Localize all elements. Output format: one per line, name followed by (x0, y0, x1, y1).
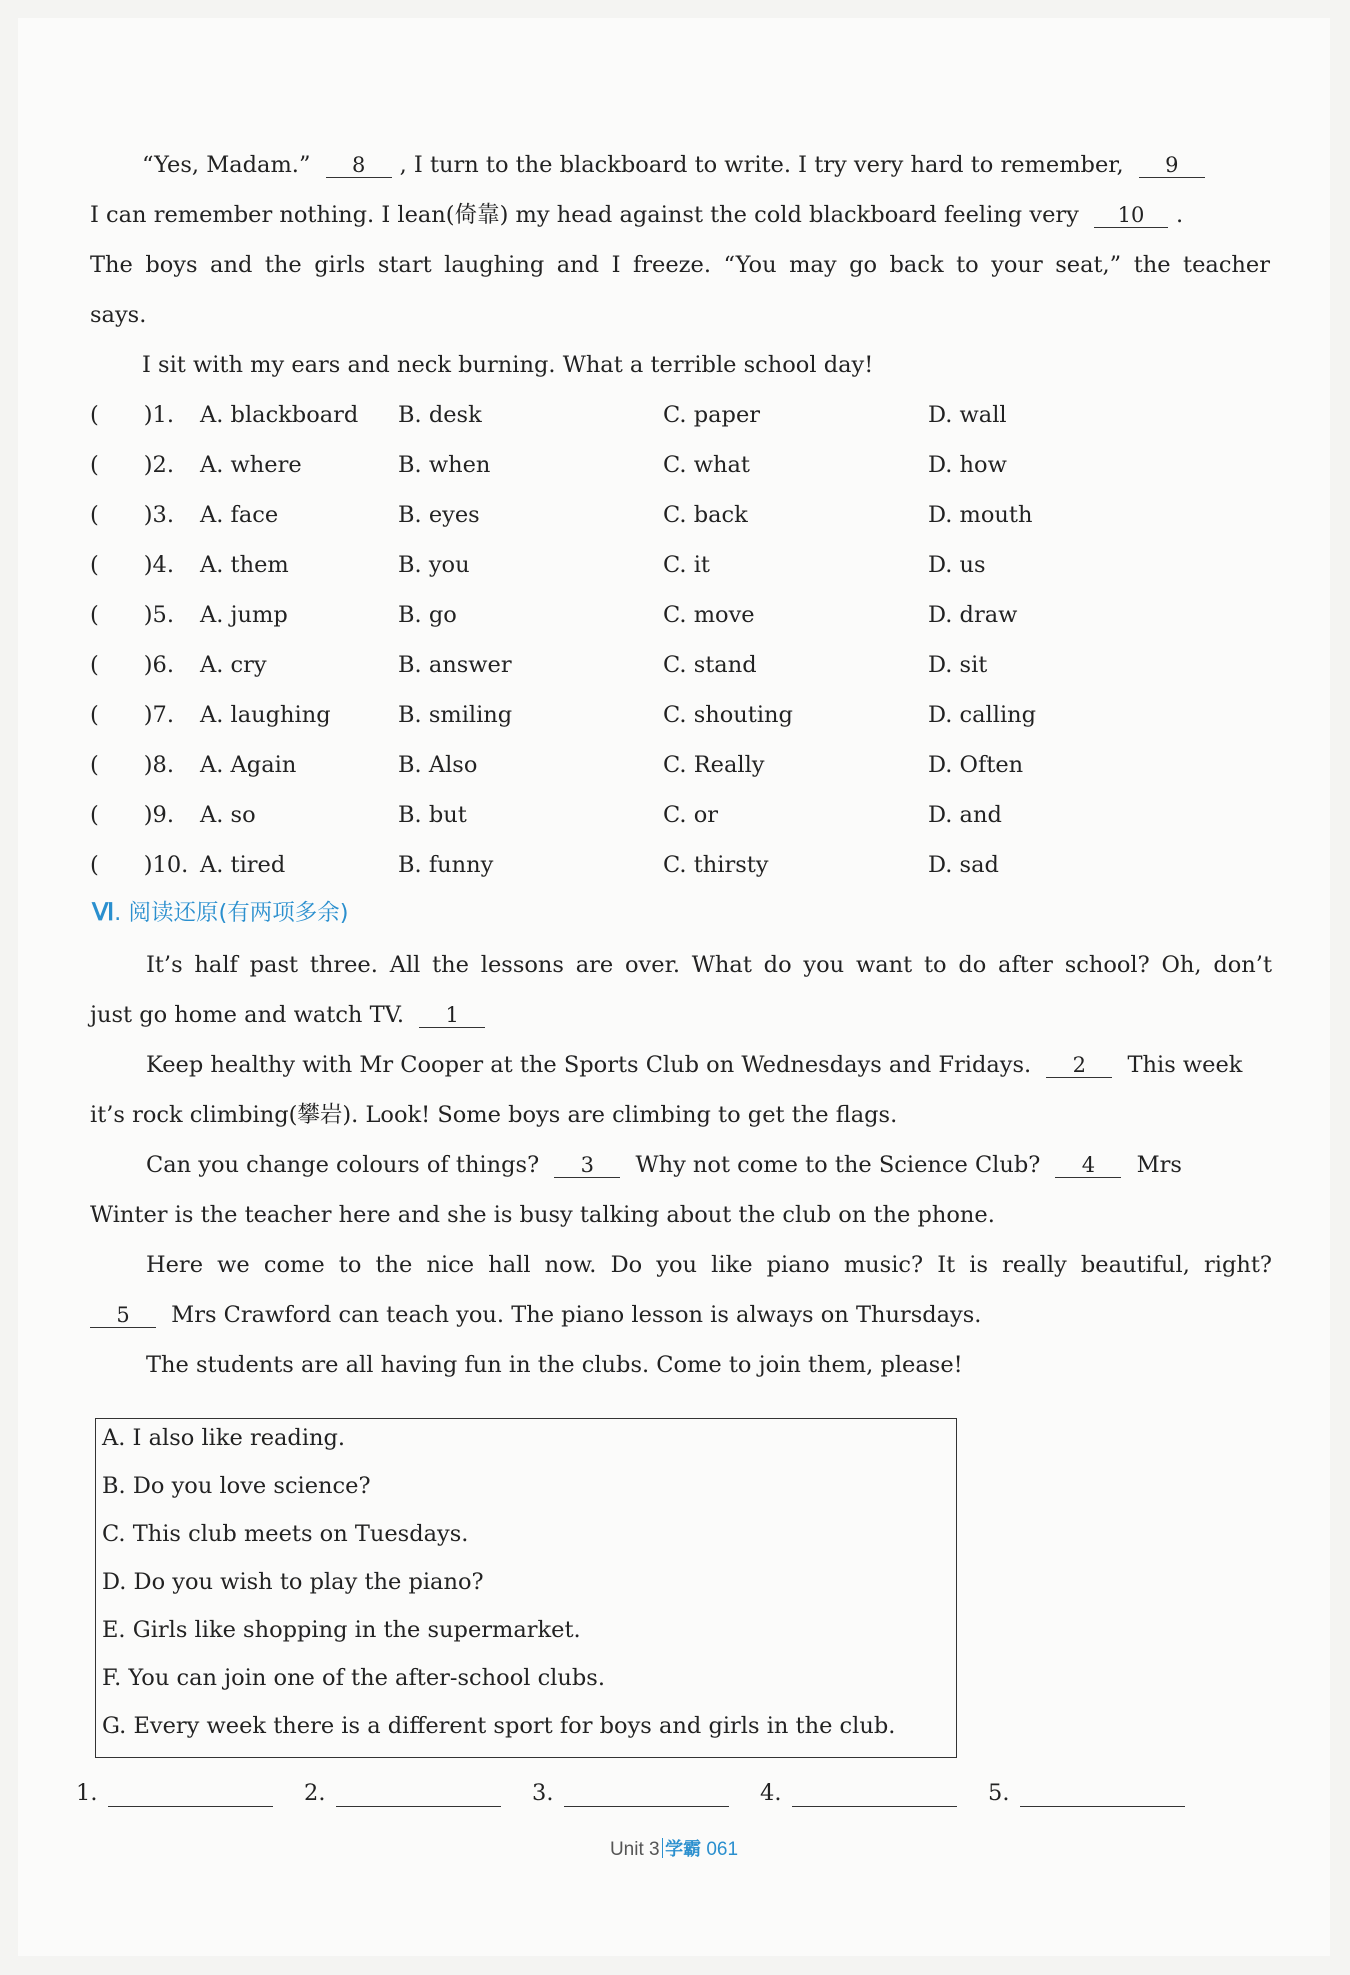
question-row (90, 500, 1190, 530)
passage-text: Mrs Crawford can teach you. The piano lesson is always on Thursdays. (171, 1302, 982, 1328)
question-number[interactable]: ( )6. (90, 652, 175, 678)
choice-b[interactable]: B. answer (398, 652, 512, 678)
option-item: E. Girls like shopping in the supermarket. (102, 1617, 581, 1643)
choice-c[interactable]: C. or (663, 802, 719, 828)
blank-3[interactable]: 3 (554, 1153, 620, 1178)
choice-c[interactable]: C. it (663, 552, 710, 578)
blank-2[interactable]: 2 (1046, 1053, 1112, 1078)
passage-text: Why not come to the Science Club? (635, 1152, 1041, 1178)
brand-label: 学霸 (665, 1839, 702, 1860)
question-number[interactable]: ( )5. (90, 602, 175, 628)
passage-text: I sit with my ears and neck burning. What a terrible school day! (142, 352, 874, 378)
choice-a[interactable]: A. where (200, 452, 302, 478)
answer-number: 2. (304, 1780, 326, 1806)
answer-slot-5[interactable] (988, 1778, 1009, 1808)
page-number: 061 (706, 1839, 739, 1860)
passage2-line-7 (146, 1250, 1272, 1280)
passage-text: This week (1127, 1052, 1243, 1078)
question-row (90, 450, 1190, 480)
question-row (90, 600, 1190, 630)
option-item: D. Do you wish to play the piano? (102, 1569, 484, 1595)
question-number[interactable]: ( )9. (90, 802, 175, 828)
blank-8[interactable]: 8 (326, 153, 392, 178)
question-row (90, 550, 1190, 580)
passage2-line-3 (146, 1050, 1272, 1080)
unit-label: Unit 3 (609, 1839, 660, 1860)
question-number[interactable]: ( )4. (90, 552, 175, 578)
question-row (90, 650, 1190, 680)
passage-line-1 (142, 150, 1213, 180)
choice-d[interactable]: D. Often (928, 752, 1024, 778)
choice-c[interactable]: C. shouting (663, 702, 793, 728)
answer-slot-2[interactable] (304, 1778, 325, 1808)
passage-text: The students are all having fun in the clubs. Come to join them, please! (146, 1352, 963, 1378)
choice-b[interactable]: B. go (398, 602, 457, 628)
choice-a[interactable]: A. face (200, 502, 279, 528)
choice-d[interactable]: D. mouth (928, 502, 1033, 528)
choice-b[interactable]: B. smiling (398, 702, 513, 728)
passage-line-4 (90, 300, 146, 330)
blank-4[interactable]: 4 (1055, 1153, 1121, 1178)
choice-b[interactable]: B. eyes (398, 502, 480, 528)
choice-a[interactable]: A. jump (200, 602, 288, 628)
passage-line-5 (142, 350, 873, 380)
passage2-line-9 (146, 1350, 963, 1380)
choice-c[interactable]: C. back (663, 502, 748, 528)
answer-number: 3. (532, 1780, 554, 1806)
passage-text: Mrs (1136, 1152, 1182, 1178)
choice-d[interactable]: D. and (928, 802, 1002, 828)
choice-b[interactable]: B. Also (398, 752, 478, 778)
answer-line[interactable] (564, 1806, 729, 1807)
question-number[interactable]: ( )8. (90, 752, 175, 778)
passage-text: The boys and the girls start laughing and I freeze. “You may go back to your seat,” the teacher (90, 252, 1270, 278)
blank-1[interactable]: 1 (419, 1003, 485, 1028)
choice-b[interactable]: B. funny (398, 852, 494, 878)
question-number[interactable]: ( )10. (90, 852, 189, 878)
option-item: G. Every week there is a different sport for boys and girls in the club. (102, 1713, 896, 1739)
passage-text: it’s rock climbing(攀岩). Look! Some boys are climbing to get the flags. (90, 1102, 898, 1128)
option-item: F. You can join one of the after-school clubs. (102, 1665, 605, 1691)
choice-c[interactable]: C. Really (663, 752, 765, 778)
choice-d[interactable]: D. sad (928, 852, 999, 878)
passage-line-2 (90, 200, 1183, 230)
answer-number: 1. (76, 1780, 98, 1806)
choice-a[interactable]: A. laughing (200, 702, 331, 728)
answer-number: 5. (988, 1780, 1010, 1806)
question-number[interactable]: ( )7. (90, 702, 175, 728)
question-number[interactable]: ( )1. (90, 402, 175, 428)
blank-9[interactable]: 9 (1139, 153, 1205, 178)
answer-line[interactable] (1020, 1806, 1185, 1807)
answer-slot-1[interactable] (76, 1778, 97, 1808)
choice-d[interactable]: D. how (928, 452, 1007, 478)
choice-b[interactable]: B. you (398, 552, 470, 578)
choice-d[interactable]: D. us (928, 552, 986, 578)
passage2-line-6 (90, 1200, 995, 1230)
option-item: C. This club meets on Tuesdays. (102, 1521, 469, 1547)
passage-text: just go home and watch TV. (90, 1002, 405, 1028)
question-number[interactable]: ( )2. (90, 452, 175, 478)
question-row (90, 850, 1190, 880)
answer-line[interactable] (792, 1806, 957, 1807)
passage2-line-8 (82, 1300, 981, 1330)
choice-c[interactable]: C. thirsty (663, 852, 769, 878)
passage-line-3 (90, 250, 1270, 280)
choice-a[interactable]: A. Again (200, 752, 297, 778)
choice-b[interactable]: B. desk (398, 402, 482, 428)
section-number: Ⅵ (92, 900, 115, 926)
option-item: A. I also like reading. (102, 1425, 346, 1451)
passage-text: Winter is the teacher here and she is busy talking about the club on the phone. (90, 1202, 995, 1228)
choice-c[interactable]: C. move (663, 602, 755, 628)
passage2-line-4 (90, 1100, 897, 1130)
worksheet-page (18, 18, 1330, 1956)
choice-d[interactable]: D. calling (928, 702, 1037, 728)
passage-text: . (1176, 202, 1184, 228)
choice-d[interactable]: D. wall (928, 402, 1007, 428)
choice-b[interactable]: B. when (398, 452, 491, 478)
answer-number: 4. (760, 1780, 782, 1806)
answer-slot-3[interactable] (532, 1778, 553, 1808)
page-footer (18, 1835, 1330, 1861)
passage-text: Can you change colours of things? (146, 1152, 540, 1178)
passage2-line-1 (146, 950, 1272, 980)
choice-a[interactable]: A. tired (200, 852, 286, 878)
blank-5[interactable]: 5 (90, 1303, 156, 1328)
choice-a[interactable]: A. cry (200, 652, 267, 678)
choice-c[interactable]: C. stand (663, 652, 757, 678)
blank-10[interactable]: 10 (1094, 203, 1168, 228)
question-row (90, 400, 1190, 430)
choice-c[interactable]: C. what (663, 452, 750, 478)
question-row (90, 700, 1190, 730)
answer-slot-4[interactable] (760, 1778, 781, 1808)
question-number[interactable]: ( )3. (90, 502, 175, 528)
choice-a[interactable]: A. so (200, 802, 256, 828)
answer-line[interactable] (336, 1806, 501, 1807)
choice-a[interactable]: A. blackboard (200, 402, 359, 428)
answer-line[interactable] (108, 1806, 273, 1807)
choice-a[interactable]: A. them (200, 552, 289, 578)
passage2-line-2 (90, 1000, 493, 1030)
passage-text: Here we come to the nice hall now. Do you like piano music? It is really beautiful, right? (146, 1252, 1272, 1278)
section-title-text: . 阅读还原(有两项多余) (114, 900, 349, 926)
choice-d[interactable]: D. draw (928, 602, 1018, 628)
question-row (90, 800, 1190, 830)
options-box (95, 1418, 957, 1758)
section-title (92, 898, 349, 928)
option-item: B. Do you love science? (102, 1473, 371, 1499)
passage-text: “Yes, Madam.” (142, 152, 311, 178)
passage2-line-5 (146, 1150, 1272, 1180)
choice-b[interactable]: B. but (398, 802, 467, 828)
question-row (90, 750, 1190, 780)
choice-c[interactable]: C. paper (663, 402, 761, 428)
passage-text: It’s half past three. All the lessons are over. What do you want to do after school? Oh, don’t (146, 952, 1272, 978)
passage-text: Keep healthy with Mr Cooper at the Sports Club on Wednesdays and Fridays. (146, 1052, 1032, 1078)
passage-text: I can remember nothing. I lean(倚靠) my head against the cold blackboard feeling very (90, 202, 1079, 228)
passage-text: says. (90, 302, 147, 328)
choice-d[interactable]: D. sit (928, 652, 988, 678)
footer-divider (662, 1838, 664, 1858)
passage-text: , I turn to the blackboard to write. I try very hard to remember, (399, 152, 1124, 178)
